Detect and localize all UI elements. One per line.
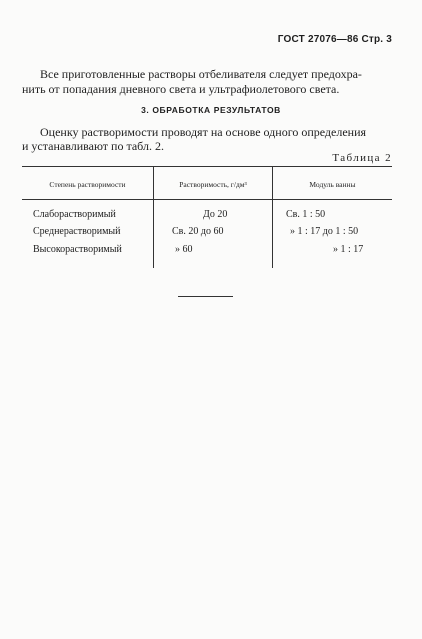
column-header-solubility: Растворимость, г/дм³ xyxy=(179,180,247,189)
paragraph-2-line-2: и устанавливают по табл. 2. xyxy=(22,139,164,153)
table-top-rule xyxy=(22,166,392,167)
table-cell: Слаборастворимый xyxy=(33,209,116,220)
page-header: ГОСТ 27076—86 Стр. 3 xyxy=(277,34,392,45)
table-cell: » 1 : 17 xyxy=(333,244,364,255)
table-cell: Высокорастворимый xyxy=(33,244,122,255)
table-cell: Св. 20 до 60 xyxy=(172,226,224,237)
table-cell: » 60 xyxy=(175,244,193,255)
column-header-bath-ratio: Модуль ванны xyxy=(309,180,356,189)
section-title: 3. ОБРАБОТКА РЕЗУЛЬТАТОВ xyxy=(141,105,281,115)
paragraph-1-line-1: Все приготовленные растворы отбеливателя следует предохра- xyxy=(40,67,362,81)
table-cell: » 1 : 17 до 1 : 50 xyxy=(290,226,359,237)
paragraph-2-line-1: Оценку растворимости проводят на основе одного определения xyxy=(40,125,367,139)
table-cell: Среднерастворимый xyxy=(33,226,121,237)
table-cell: Св. 1 : 50 xyxy=(286,209,326,220)
table-cell: До 20 xyxy=(203,209,228,220)
table-caption: Таблица 2 xyxy=(332,152,392,164)
paragraph-1-line-2: нить от попадания дневного света и ультрафиолетового света. xyxy=(22,82,340,96)
end-rule xyxy=(178,296,233,297)
column-header-solubility-degree: Степень растворимости xyxy=(49,180,126,189)
table-header-rule xyxy=(22,199,392,200)
